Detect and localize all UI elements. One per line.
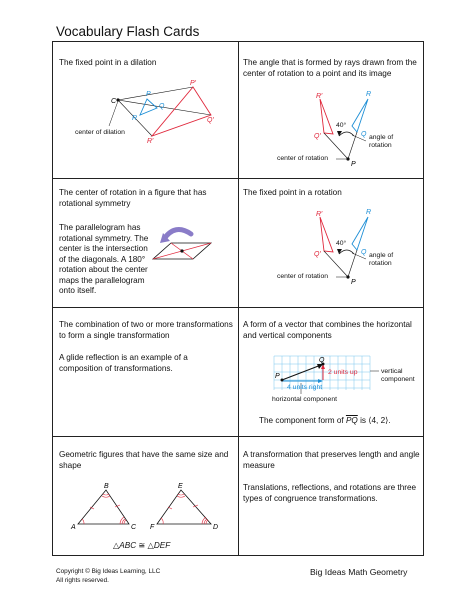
point-label: R′ bbox=[316, 93, 323, 100]
point-label: P bbox=[146, 91, 151, 98]
card-rigid-motion bbox=[239, 437, 425, 557]
card-angle-of-rotation bbox=[239, 42, 425, 178]
card-definition: A form of a vector that combines the horizontal and vertical components bbox=[243, 320, 412, 340]
rotation-diagram bbox=[239, 42, 425, 178]
parallelogram-diagram bbox=[53, 179, 238, 307]
point-label: Q bbox=[361, 249, 367, 256]
card-definition: The fixed point in a dilation bbox=[59, 58, 157, 67]
card-definition: The angle that is formed by rays drawn from the center of rotation to a point and its image bbox=[243, 58, 417, 78]
brand-name: Big Ideas Math Geometry bbox=[310, 567, 408, 577]
center-of-rotation-label: center of rotation bbox=[277, 155, 329, 162]
card-definition: A transformation that preserves length and angle measure bbox=[243, 450, 420, 470]
angle-of-rotation-label: angle of rotation bbox=[369, 252, 394, 267]
angle-measure: 40° bbox=[336, 240, 347, 247]
card-definition: The fixed point in a rotation bbox=[243, 188, 342, 197]
congruent-triangles-diagram bbox=[53, 437, 238, 557]
point-label: P bbox=[351, 279, 356, 286]
center-of-rotation-label: center of rotation bbox=[277, 273, 329, 280]
card-component-form bbox=[239, 308, 425, 436]
card-definition: The combination of two or more transformations to form a single transformation bbox=[59, 320, 233, 340]
vertical-units-label: 2 units up bbox=[328, 369, 358, 376]
component-form-statement: The component form of $\overline{PQ}$ is ⟨4, 2⟩. bbox=[259, 416, 391, 425]
point-label: R bbox=[132, 115, 138, 122]
page-title: Vocabulary Flash Cards bbox=[56, 24, 200, 39]
point-label: A bbox=[71, 524, 76, 531]
card-example: A glide reflection is an example of a composition of transformations. bbox=[59, 353, 188, 373]
component-value: ⟨4, 2⟩. bbox=[368, 416, 391, 425]
point-label: R bbox=[366, 209, 372, 216]
point-label: Q bbox=[159, 103, 165, 110]
rights-text: All rights reserved. bbox=[56, 577, 109, 584]
copyright-text: Copyright © Big Ideas Learning, LLC bbox=[56, 568, 161, 575]
card-center-of-rotation bbox=[239, 179, 425, 307]
card-composition bbox=[53, 308, 238, 436]
vector-name: $\overline{PQ}$ bbox=[345, 416, 358, 425]
card-center-of-dilation bbox=[53, 42, 238, 178]
congruence-statement: △ABC ≅ △DEF bbox=[113, 541, 171, 550]
flash-card-grid bbox=[52, 41, 424, 556]
point-label: Q bbox=[319, 357, 325, 364]
point-label: Q bbox=[361, 131, 367, 138]
point-label: P′ bbox=[190, 80, 196, 87]
card-congruent-figures bbox=[53, 437, 238, 557]
point-label: B bbox=[104, 483, 109, 490]
point-label: C bbox=[131, 524, 137, 531]
point-label: P bbox=[351, 161, 356, 168]
point-label: D bbox=[213, 524, 219, 531]
rotation-diagram bbox=[239, 179, 425, 307]
angle-of-rotation-label: angle of rotation bbox=[369, 134, 394, 149]
card-example: Translations, reflections, and rotations are three types of congruence transformations. bbox=[243, 483, 417, 503]
point-label: Q′ bbox=[314, 133, 321, 140]
horizontal-units-label: 4 units right bbox=[287, 384, 323, 391]
dilation-diagram bbox=[53, 42, 238, 178]
card-example: The parallelogram has rotational symmetry. The center is the intersection of the diagonals. A 180° rotation about the center maps the parallelogram onto itself. bbox=[59, 223, 149, 295]
center-of-dilation-label: center of dilation bbox=[75, 129, 125, 136]
point-label: P bbox=[275, 373, 280, 380]
card-definition: The center of rotation in a figure that has rotational symmetry bbox=[59, 188, 207, 208]
point-label: C bbox=[111, 98, 117, 105]
point-label: R′ bbox=[147, 138, 154, 145]
point-label: F bbox=[150, 524, 155, 531]
point-label: Q′ bbox=[314, 251, 321, 258]
point-label: E bbox=[178, 483, 183, 490]
card-definition: Geometric figures that have the same size and shape bbox=[59, 450, 229, 470]
point-label: R bbox=[366, 91, 372, 98]
horizontal-component-label: horizontal component bbox=[272, 396, 337, 403]
vertical-component-label: vertical component bbox=[381, 368, 415, 383]
point-label: R′ bbox=[316, 211, 323, 218]
angle-measure: 40° bbox=[336, 122, 347, 129]
point-label: Q′ bbox=[207, 117, 214, 124]
card-center-of-symmetry bbox=[53, 179, 238, 307]
